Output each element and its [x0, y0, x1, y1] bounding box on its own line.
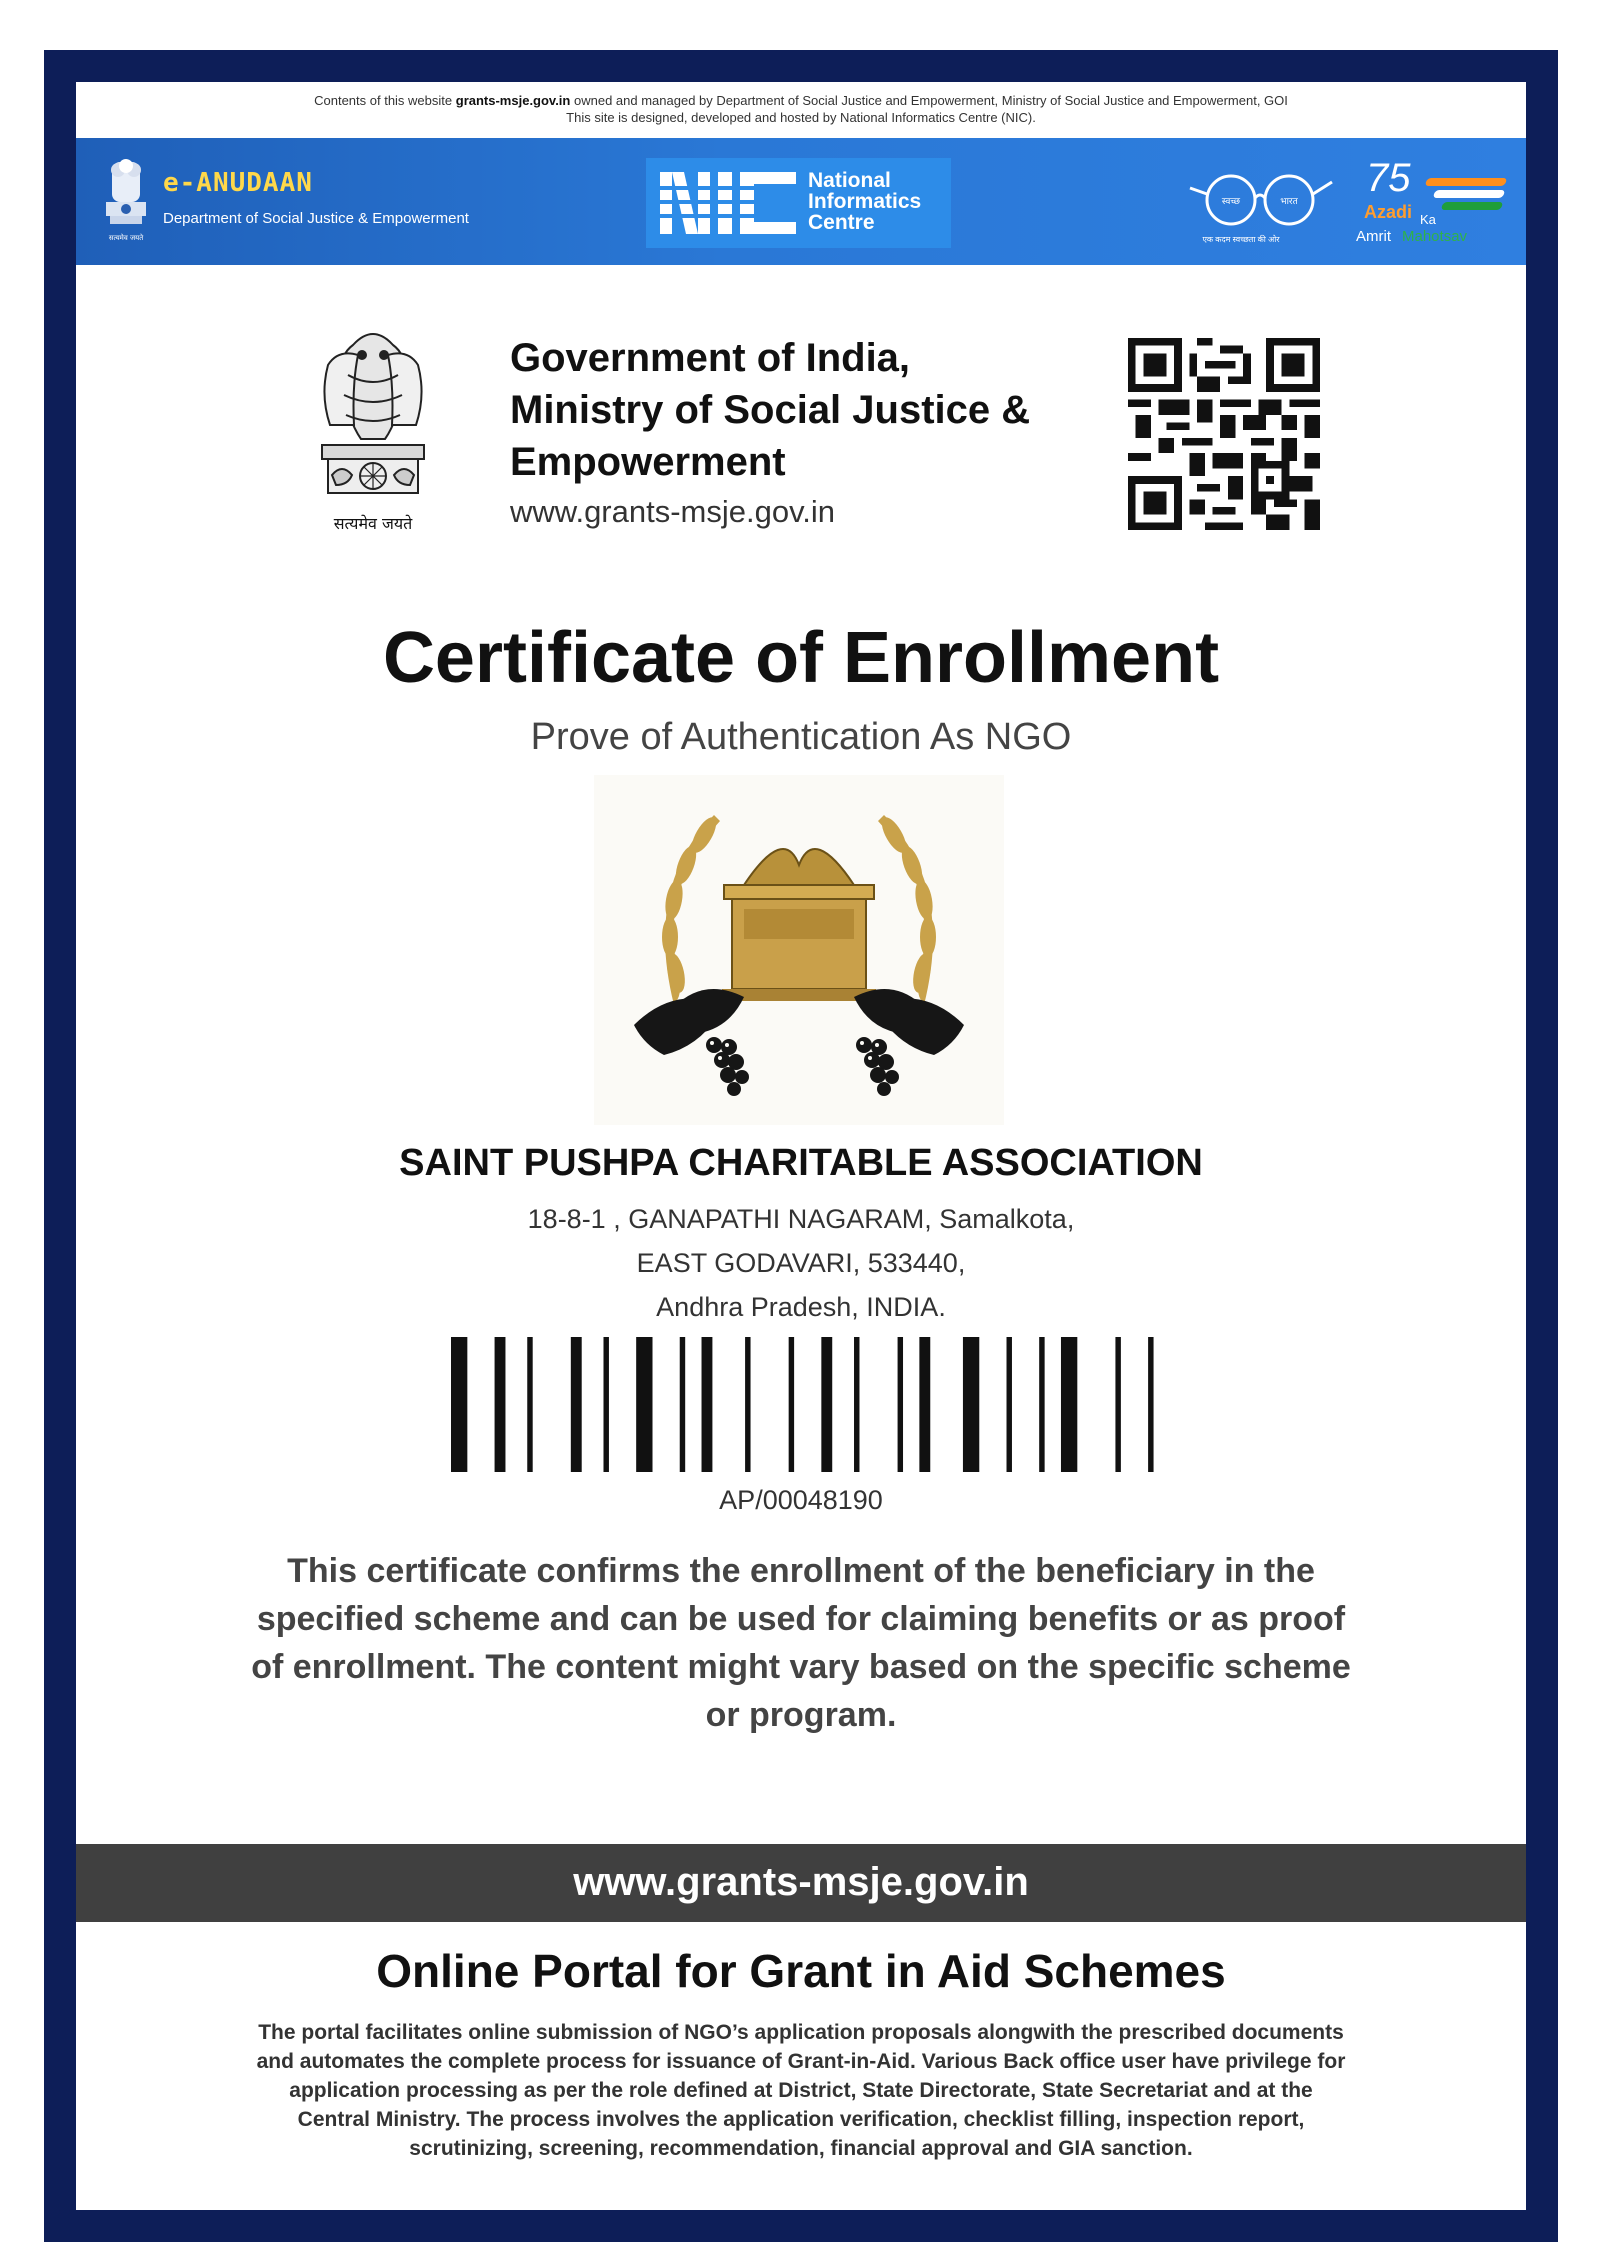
- note-suffix: owned and managed by Department of Social Justice and Empowerment, Ministry of Social Justice and Empowerment, GOI: [570, 93, 1288, 108]
- azadi-number: 75: [1366, 156, 1411, 200]
- address-line3: Andhra Pradesh, INDIA.: [656, 1292, 946, 1322]
- certificate-statement: This certificate confirms the enrollment of the beneficiary in the specified scheme and can be used for claiming benefits or as proof of enrollment. The content might vary based on the specific scheme or program.: [251, 1552, 1351, 1734]
- mahotsav-word: Mahotsav: [1402, 228, 1468, 245]
- svg-text:स्वच्छ: स्वच्छ: [1221, 197, 1241, 207]
- footer-url-bar: [76, 1844, 1526, 1922]
- swachh-bharat-glasses-icon: [1186, 164, 1336, 234]
- nic-line2: Informatics: [808, 190, 922, 213]
- azadi-ka-amrit-mahotsav-logo: [1356, 156, 1516, 256]
- nic-logo: [646, 158, 951, 248]
- flag-stroke-green: [1441, 202, 1504, 210]
- azadi-word: Azadi: [1364, 202, 1413, 222]
- certificate-title: Certificate of Enrollment: [382, 618, 1220, 698]
- qr-code-icon: [1128, 338, 1320, 530]
- nic-text: [808, 170, 921, 233]
- department-name: Department of Social Justice & Empowerment: [163, 210, 469, 227]
- ngo-name: SAINT PUSHPA CHARITABLE ASSOCIATION: [399, 1142, 1203, 1184]
- brand-name: e-ANUDAAN: [163, 168, 313, 198]
- swachh-tagline: एक कदम स्वच्छता की ओर: [1202, 235, 1280, 244]
- ministry-line1: Government of India,: [510, 336, 911, 380]
- note-prefix: Contents of this website: [314, 93, 456, 108]
- certificate-subtitle: Prove of Authentication As NGO: [530, 716, 1072, 758]
- address-line1: 18-8-1 , GANAPATHI NAGARAM, Samalkota,: [527, 1204, 1075, 1234]
- ngo-laurel-ark-logo-icon: [594, 775, 1004, 1125]
- svg-text:सत्यमेव जयते: सत्यमेव जयते: [108, 234, 144, 242]
- nic-letters-icon: [660, 172, 800, 234]
- national-motto: सत्यमेव जयते: [333, 514, 413, 533]
- portal-description: The portal facilitates online submission of NGO’s application proposals alongwith the prescribed documents and automates the complete process for issuance of Grant-in-Aid. Various Back office user have privilege for application processing as per the role defined at District, State Directorate, State Secretariat and at the Central Ministry. The process involves the application verification, checklist filling, inspection report, scrutinizing, screening, recommendation, financial approval and GIA sanction.: [256, 2021, 1346, 2160]
- azadi-ka-word: Ka: [1420, 212, 1436, 227]
- barcode-icon: [451, 1337, 1159, 1472]
- nic-line1: National: [808, 169, 891, 192]
- ministry-name: [510, 332, 1130, 488]
- footer-website[interactable]: www.grants-msje.gov.in: [573, 1860, 1029, 1904]
- flag-stroke-saffron: [1425, 178, 1508, 186]
- svg-text:भारत: भारत: [1280, 197, 1298, 207]
- registration-number: AP/00048190: [719, 1485, 883, 1515]
- header-banner: [76, 138, 1526, 265]
- nic-line3: Centre: [808, 211, 875, 234]
- amrit-word: Amrit: [1356, 228, 1391, 245]
- certificate-sheet: [76, 82, 1526, 2210]
- portal-title: Online Portal for Grant in Aid Schemes: [376, 1945, 1226, 1997]
- note-line2: This site is designed, developed and hosted by National Informatics Centre (NIC).: [566, 110, 1036, 125]
- note-site: grants-msje.gov.in: [455, 93, 571, 108]
- ministry-line2: Ministry of Social Justice &: [510, 388, 1031, 432]
- ownership-note: [76, 92, 1526, 126]
- flag-stroke-white: [1433, 190, 1506, 198]
- national-emblem-small-icon: [98, 156, 154, 248]
- address-line2: EAST GODAVARI, 533440,: [636, 1248, 966, 1278]
- header-website[interactable]: www.grants-msje.gov.in: [510, 494, 836, 529]
- certificate-border: [44, 50, 1558, 2242]
- ministry-line3: Empowerment: [510, 440, 786, 484]
